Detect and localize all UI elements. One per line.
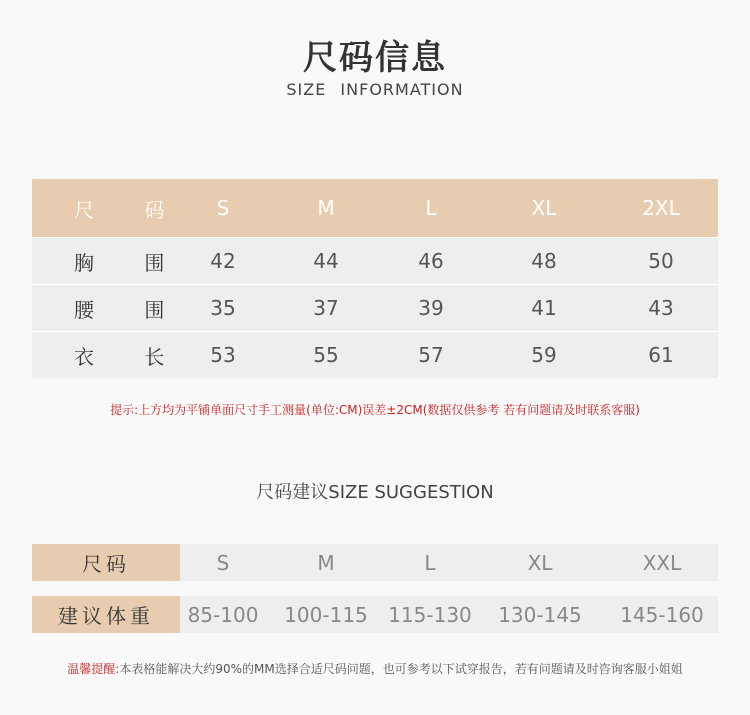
page-title: 尺码信息	[303, 38, 447, 78]
header-label: 尺 码	[74, 197, 187, 222]
page-subtitle: SIZE INFORMATION	[286, 80, 464, 99]
table-cell: L	[424, 550, 436, 575]
table-cell: 39	[418, 296, 444, 320]
measurement-tip: 提示:上方均为平铺单面尺寸手工测量(单位:CM)误差±2CM(数据仅供参考 若有问题请及时联系客服)	[110, 403, 640, 417]
table-cell: 35	[210, 296, 236, 320]
warm-reminder-label: 温馨提醒	[67, 662, 116, 676]
table-cell: 59	[531, 343, 557, 367]
table-cell: 42	[210, 249, 236, 273]
table-cell: 85-100	[187, 602, 259, 627]
table-row	[32, 237, 718, 284]
table-row	[32, 331, 718, 378]
suggestion-row-label: 建议体重	[32, 596, 180, 633]
table-cell: 37	[313, 296, 339, 320]
table-cell: 57	[418, 343, 444, 367]
header-size: XL	[531, 196, 557, 220]
table-cell: XXL	[642, 550, 682, 575]
table-cell: 100-115	[284, 602, 368, 627]
table-cell: 145-160	[620, 602, 704, 627]
header-size: S	[216, 196, 230, 220]
table-cell: 61	[648, 343, 674, 367]
row-label: 胸 围	[74, 250, 187, 275]
header-size: 2XL	[642, 196, 680, 220]
warm-reminder	[0, 660, 750, 677]
table-cell: 43	[648, 296, 674, 320]
table-row	[32, 284, 718, 331]
table-cell: 130-145	[498, 602, 582, 627]
table-cell: S	[216, 550, 230, 575]
row-label: 腰 围	[74, 297, 187, 322]
table-cell: 46	[418, 249, 444, 273]
row-label: 衣 长	[74, 344, 187, 369]
table-cell: XL	[527, 550, 553, 575]
table-cell: 50	[648, 249, 674, 273]
table-cell: 41	[531, 296, 557, 320]
suggestion-weight-row	[32, 596, 718, 633]
table-cell: 55	[313, 343, 339, 367]
suggestion-size-row	[32, 544, 718, 581]
suggestion-row-label: 尺码	[32, 544, 180, 581]
table-cell: 115-130	[388, 602, 472, 627]
suggestion-title: 尺码建议SIZE SUGGESTION	[256, 482, 494, 503]
warm-reminder-text: :本表格能解决大约90%的MM选择合适尺码问题，也可参考以下试穿报告，若有问题请及时咨询客服小姐姐	[115, 662, 683, 676]
size-table	[32, 179, 718, 378]
header-size: L	[425, 196, 437, 220]
table-cell: 48	[531, 249, 557, 273]
table-cell: 53	[210, 343, 236, 367]
size-table-header	[32, 179, 718, 237]
table-cell: 44	[313, 249, 339, 273]
table-cell: M	[317, 550, 335, 575]
header-size: M	[317, 196, 335, 220]
